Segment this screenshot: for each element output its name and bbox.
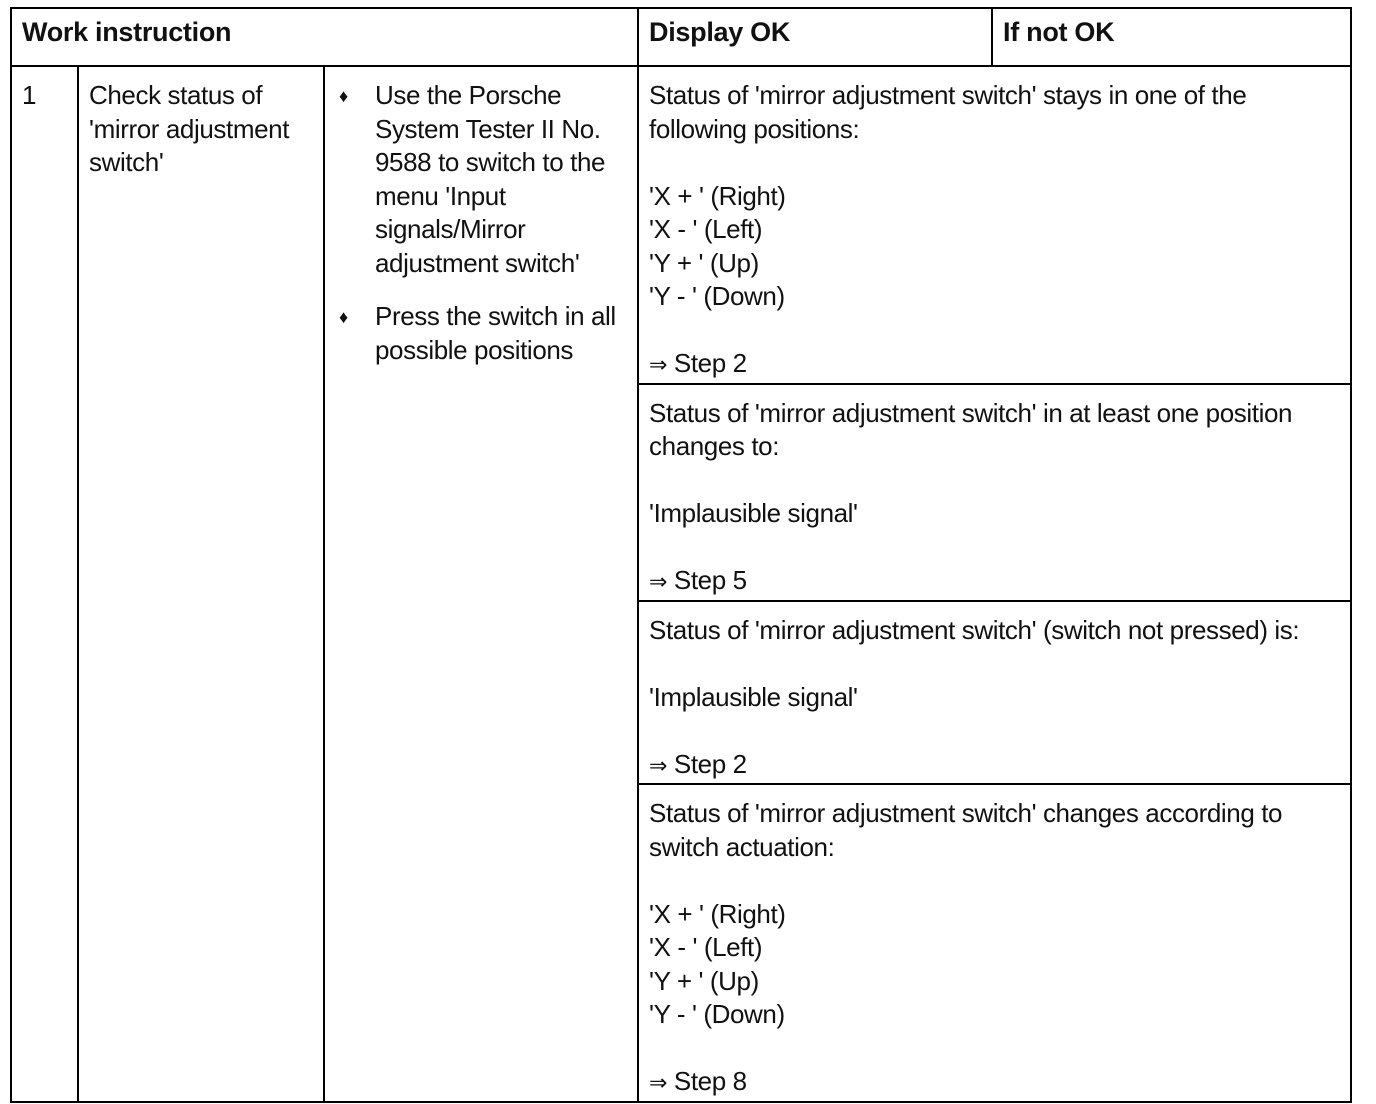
display-line: 'Y + ' (Up) <box>649 965 759 996</box>
double-arrow-icon: ⇒ <box>649 1071 668 1096</box>
next-step <box>649 748 1340 784</box>
check-description: Check status of 'mirror adjustment switch' <box>78 66 324 1102</box>
next-step-label: Step 5 <box>673 565 747 595</box>
next-step-label: Step 2 <box>673 348 747 378</box>
display-line: 'X + ' (Right) <box>649 180 786 211</box>
next-step <box>649 564 1340 600</box>
display-line: 'X - ' (Left) <box>649 214 763 244</box>
instruction-text: Use the Porsche System Tester II No. 9588 to switch to the menu 'Input signals/Mirror adjustment switch' <box>375 80 606 278</box>
display-text: Status of 'mirror adjustment switch' in at least one position changes to: <box>649 397 1293 461</box>
double-arrow-icon: ⇒ <box>649 753 668 779</box>
display-line: 'Implausible signal' <box>649 498 858 528</box>
double-arrow-icon: ⇒ <box>649 353 668 378</box>
instruction-list-cell <box>324 66 638 1102</box>
display-text: Status of 'mirror adjustment switch' changes according to switch actuation: <box>649 798 1283 862</box>
list-item <box>335 300 627 367</box>
display-line: 'Y - ' (Down) <box>649 281 785 311</box>
next-step-label: Step 2 <box>673 748 747 779</box>
display-line: 'Y - ' (Down) <box>649 999 785 1029</box>
display-line: 'Y + ' (Up) <box>649 247 759 278</box>
display-result-cell <box>638 66 1351 384</box>
display-result-cell <box>638 601 1351 785</box>
display-result-cell <box>638 784 1351 1102</box>
step-number: 1 <box>11 66 78 1102</box>
diamond-bullet-icon: ♦ <box>339 307 348 327</box>
header-row <box>11 8 1351 66</box>
table-row <box>11 66 1351 384</box>
diamond-bullet-icon: ♦ <box>339 86 348 106</box>
display-line: 'X - ' (Left) <box>649 932 763 962</box>
display-line: 'Implausible signal' <box>649 681 858 712</box>
header-work-instruction: Work instruction <box>11 8 638 66</box>
display-line: 'X + ' (Right) <box>649 898 786 929</box>
work-instruction-table <box>10 7 1352 1103</box>
next-step-label: Step 8 <box>673 1066 747 1096</box>
display-result-cell <box>638 384 1351 601</box>
header-if-not-ok: If not OK <box>992 8 1351 66</box>
display-text: Status of 'mirror adjustment switch' (switch not pressed) is: <box>649 614 1300 645</box>
instruction-text: Press the switch in all possible positions <box>375 301 616 365</box>
double-arrow-icon: ⇒ <box>649 570 668 595</box>
header-display-ok: Display OK <box>638 8 992 66</box>
next-step <box>649 347 1340 383</box>
display-text: Status of 'mirror adjustment switch' stays in one of the following positions: <box>649 80 1247 144</box>
list-item <box>335 79 627 280</box>
next-step <box>649 1065 1340 1101</box>
